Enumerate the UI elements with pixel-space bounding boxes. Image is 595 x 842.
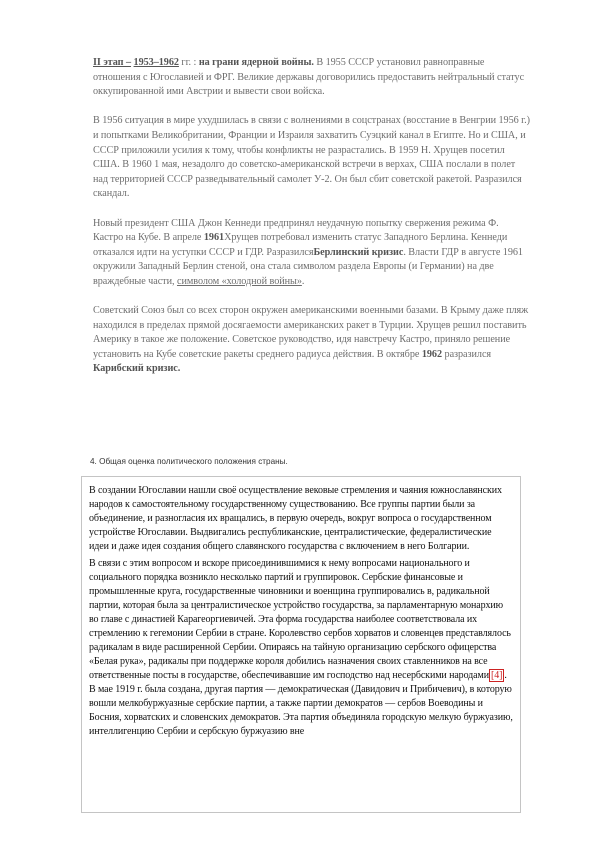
text-fragment: В связи с этим вопросом и вскоре присоединившимися к нему вопросами национального и социального порядка возникло несколько партий и группировок. Сербские финансовые и промышленные круга, государственные чиновники и военщина группировались в, радикальной партии, которая была за централистическое устройство государства, за парламентарную монархию во главе с династией Карагеоргиевичей. Эта форма государства наиболее соответствовала их стремлению к гегемонии Сербии в стране. Королевство сербов хорватов и словенцев представлялось радикалам в виде расширенной Сербии. Опираясь на тайную организацию сербского офицерства «Белая рука», радикалы при поддержке короля добились назначения своих ставленников на все ответственные посты в государстве, обеспечивавшие им господство над несербскими народами: [89, 558, 511, 681]
text-fragment: . В мае 1919 г. была создана, другая партия — демократическая (Давидович и Прибичевич), в которую вошли мелкобуржуазные сербские партии, а также партии демократов — сербов Воеводины и Босния, хорватских и словенских демократов. Эта партия объединяла городскую мелкую буржуазию, интеллигенцию Сербии и сербскую буржуазию вне: [89, 670, 513, 737]
stage-years: 1953–1962: [133, 57, 179, 68]
text-fragment: .: [301, 275, 305, 287]
paragraph-stage-2: [93, 56, 530, 100]
year-1961: 1961: [203, 232, 225, 244]
paragraph-cuba: [93, 304, 530, 377]
year-1962: 1962: [421, 348, 443, 360]
text-fragment: Советский Союз был со всех сторон окружен американскими военными базами. В Крыму даже пляж находился в пределах прямой досягаемости американских ракет в Турции. Хрущев решил поставить Америку в такое же положение. Советское руководство, идя навстречу Кастро, приняло решение установить на Кубе советские ракеты среднего радиуса действия. В октябре: [93, 305, 529, 360]
history-text-block: [93, 56, 530, 392]
stage-text: В 1955 СССР установил равноправные отношения с Югославией и ФРГ. Великие державы договорились предоставить нейтральный статус оккупированной ими Австрии и вывести свои войска.: [93, 57, 525, 98]
berlin-crisis-term: Берлинский кризис: [313, 246, 404, 258]
text-fragment: . Власти ГДР в августе 1961 окружили Западный Берлин стеной, она стала символом раздела Европы (и Германии) на две враждебные части,: [93, 246, 523, 287]
years-suffix: гг. :: [178, 57, 199, 68]
stage-title: на грани ядерной войны.: [198, 57, 314, 68]
text-fragment: разразился: [442, 348, 492, 360]
section-heading: 4. Общая оценка политического положения страны.: [90, 457, 288, 466]
answer-box: [81, 476, 521, 813]
footnote-reference-link[interactable]: [4]: [491, 670, 503, 681]
stage-label: II этап –: [93, 57, 132, 68]
cold-war-symbol-link[interactable]: символом «холодной войны»: [176, 275, 302, 287]
answer-text: [89, 484, 513, 742]
answer-paragraph-2: [89, 557, 513, 739]
answer-paragraph-1: В создании Югославии нашли своё осуществление вековые стремления и чаяния южнославянских народов к самостоятельному государственному существованию. Все группы партии были за объединение, и разногласия их вращались, в первую очередь, вокруг вопроса о государственном устройстве Югославии. Выдвигались республиканские, централистические, федералистические идеи и даже идея создания общего славянского государства с включением в него Болгарии.: [89, 485, 502, 552]
paragraph-kennedy: [93, 217, 530, 290]
text-fragment: Хрущев потребовал изменить статус Западного Берлина. Кеннеди отказался идти на уступки СССР и ГДР. Разразился: [93, 232, 508, 258]
caribbean-crisis-term: Карибский кризис.: [93, 363, 181, 375]
paragraph-1956: В 1956 ситуация в мире ухудшилась в связи с волнениями в соцстранах (восстание в Венгрии 1956 г.) и попытками Великобритании, Франции и Израиля захватить Суэцкий канал в Египте. Но и США, и СССР приложили усилия к тому, чтобы конфликты не разрастались. В 1959 Н. Хрущев посетил США. В 1960 1 мая, незадолго до советско-американской встречи в верхах, США послали в полет над территорией СССР разведывательный самолет У-2. Он был сбит советской ракетой. Разразился скандал.: [93, 115, 531, 200]
text-fragment: Новый президент США Джон Кеннеди предпринял неудачную попытку свержения режима Ф. Кастро на Кубе. В апреле: [93, 217, 499, 244]
